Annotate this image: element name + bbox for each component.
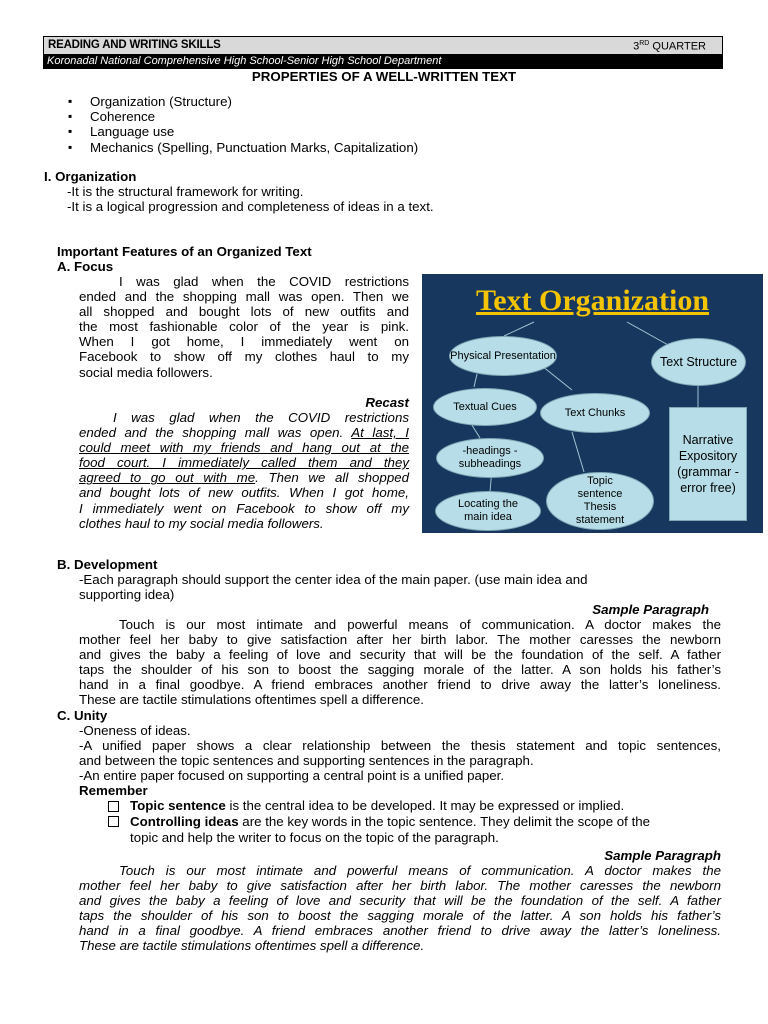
quarter-label xyxy=(633,40,706,53)
node-headings: -headings -subheadings xyxy=(436,438,544,478)
quarter-number: 3 xyxy=(633,40,640,53)
paragraph-line: taps the shoulder of his son to boost the sagging morale of the latter. A son holds his father’s xyxy=(79,662,721,678)
recast-added-text: agreed to go out with me xyxy=(79,470,256,486)
features-heading: Important Features of an Organized Text xyxy=(57,244,312,259)
definition-topic-sentence: is the central idea to be developed. It may be expressed or implied. xyxy=(225,798,625,813)
checkbox-icon xyxy=(108,816,119,827)
node-textual-cues: Textual Cues xyxy=(433,388,537,426)
paragraph-line: -An entire paper focused on supporting a central point is a unified paper. xyxy=(79,768,505,784)
properties-list xyxy=(68,94,418,155)
paragraph-line: Touch is our most intimate and powerful means of communication. A doctor makes the xyxy=(119,863,721,878)
paragraph-line: -A unified paper shows a clear relationship between the thesis statement and topic sentences, xyxy=(79,738,721,753)
focus-paragraph xyxy=(79,274,409,380)
quarter-suffix: RD xyxy=(639,40,650,47)
paragraph-line: mother feel her baby to give satisfaction after her birth labor. The mother caresses the newborn xyxy=(79,878,721,894)
node-narrative-expository: Narrative Expository (grammar - error free) xyxy=(669,407,747,521)
recast-added-text: At last, I xyxy=(351,425,409,441)
paragraph-line: food court. I immediately called them and they xyxy=(79,455,409,471)
unity-line: -Oneness of ideas. xyxy=(79,723,191,738)
list-item: ▪ Mechanics (Spelling, Punctuation Marks, Capitalization) xyxy=(68,140,418,155)
node-physical-presentation: Physical Presentation xyxy=(449,336,557,376)
school-banner: Koronadal National Comprehensive High School-Senior High School Department xyxy=(43,54,723,69)
paragraph-line: Facebook to show off my clothes haul to my xyxy=(79,349,409,365)
paragraph-line: I immediately went on Facebook to show off my xyxy=(79,500,409,516)
recast-text: . Then we all shopped xyxy=(255,470,410,486)
recast-label: Recast xyxy=(365,395,409,410)
section-heading-organization: I. Organization xyxy=(44,169,137,184)
paragraph-line: all shopped and bought lots of new outfits and xyxy=(79,304,409,320)
remember-item-topic xyxy=(130,798,624,813)
remember-heading: Remember xyxy=(79,783,148,798)
paragraph-line: and gives the baby a feeling of love and security that will be the foundation of the self. A father xyxy=(79,647,721,663)
paragraph-line: ended and the shopping mall was open. Then we xyxy=(79,289,409,305)
paragraph-line: I was glad when the COVID restrictions xyxy=(119,274,409,289)
unity-text xyxy=(79,738,721,783)
recast-paragraph xyxy=(79,410,409,531)
focus-heading: A. Focus xyxy=(57,259,114,274)
paragraph-line: These are tactile stimulations oftentimes spell a difference. xyxy=(79,692,424,708)
node-text-structure: Text Structure xyxy=(651,338,746,386)
course-title: READING AND WRITING SKILLS xyxy=(48,39,221,51)
paragraph-line: and bought lots of new outfits. When I got home, xyxy=(79,485,409,501)
definition-controlling-ideas: are the key words in the topic sentence. They delimit the scope of the xyxy=(238,814,651,829)
term-controlling-ideas: Controlling ideas xyxy=(130,814,239,829)
paragraph-line: clothes haul to my social media followers. xyxy=(79,515,324,531)
development-line: supporting idea) xyxy=(79,587,175,602)
node-topic-sentence: Topic sentence Thesis statement xyxy=(546,472,654,530)
node-text-chunks: Text Chunks xyxy=(540,393,650,433)
paragraph-line: hand in a final goodbye. A friend embraces another friend to drive away the latter’s loneliness. xyxy=(79,923,721,939)
organization-line: -It is the structural framework for writing. xyxy=(67,184,304,199)
paragraph-line: and gives the baby a feeling of love and security that will be the foundation of the self. A father xyxy=(79,893,721,909)
term-topic-sentence: Topic sentence xyxy=(130,798,226,813)
diagram-title: Text Organization xyxy=(475,284,710,317)
paragraph-line: These are tactile stimulations oftentimes spell a difference. xyxy=(79,938,425,954)
paragraph-line: mother feel her baby to give satisfaction after her birth labor. The mother caresses the newborn xyxy=(79,632,721,648)
paragraph-line xyxy=(79,425,409,440)
development-sample-paragraph xyxy=(79,617,721,708)
unity-heading: C. Unity xyxy=(57,708,108,723)
remember-item-controlling xyxy=(130,814,650,829)
paragraph-line: could meet with my friends and hang out at the xyxy=(79,440,409,456)
paragraph-line: hand in a final goodbye. A friend embraces another friend to drive away the latter’s loneliness. xyxy=(79,677,721,693)
sample-paragraph-label: Sample Paragraph xyxy=(604,848,721,863)
paragraph-line: social media followers. xyxy=(79,364,213,380)
recast-text: ended and the shopping mall was open. xyxy=(79,425,344,441)
development-heading: B. Development xyxy=(57,557,158,572)
paragraph-line: I was glad when the COVID restrictions xyxy=(113,410,409,425)
checkbox-icon xyxy=(108,801,119,812)
quarter-word: QUARTER xyxy=(649,40,706,53)
sample-paragraph-label: Sample Paragraph xyxy=(592,602,709,617)
list-item: ▪ Organization (Structure) xyxy=(68,94,418,109)
organization-line: -It is a logical progression and completeness of ideas in a text. xyxy=(67,199,434,214)
paragraph-line: When I got home, I immediately went on xyxy=(79,334,409,350)
definition-controlling-ideas-cont: topic and help the writer to focus on the topic of the paragraph. xyxy=(130,830,499,845)
text-organization-diagram xyxy=(422,274,763,533)
paragraph-line xyxy=(79,470,409,485)
development-line: -Each paragraph should support the center idea of the main paper. (use main idea and xyxy=(79,572,588,587)
page-title: PROPERTIES OF A WELL-WRITTEN TEXT xyxy=(251,69,517,84)
paragraph-line: taps the shoulder of his son to boost the sagging morale of the latter. A son holds his father’s xyxy=(79,908,721,924)
paragraph-line: the most fashionable color of the year is pink. xyxy=(79,319,409,335)
list-item: ▪ Coherence xyxy=(68,109,418,124)
list-item: ▪ Language use xyxy=(68,124,418,139)
node-locating-main-idea: Locating the main idea xyxy=(435,491,541,531)
paragraph-line: and between the topic sentences and supporting sentences in the paragraph. xyxy=(79,753,534,769)
course-header xyxy=(43,36,723,54)
paragraph-line: Touch is our most intimate and powerful means of communication. A doctor makes the xyxy=(119,617,721,632)
unity-sample-paragraph xyxy=(79,863,721,954)
